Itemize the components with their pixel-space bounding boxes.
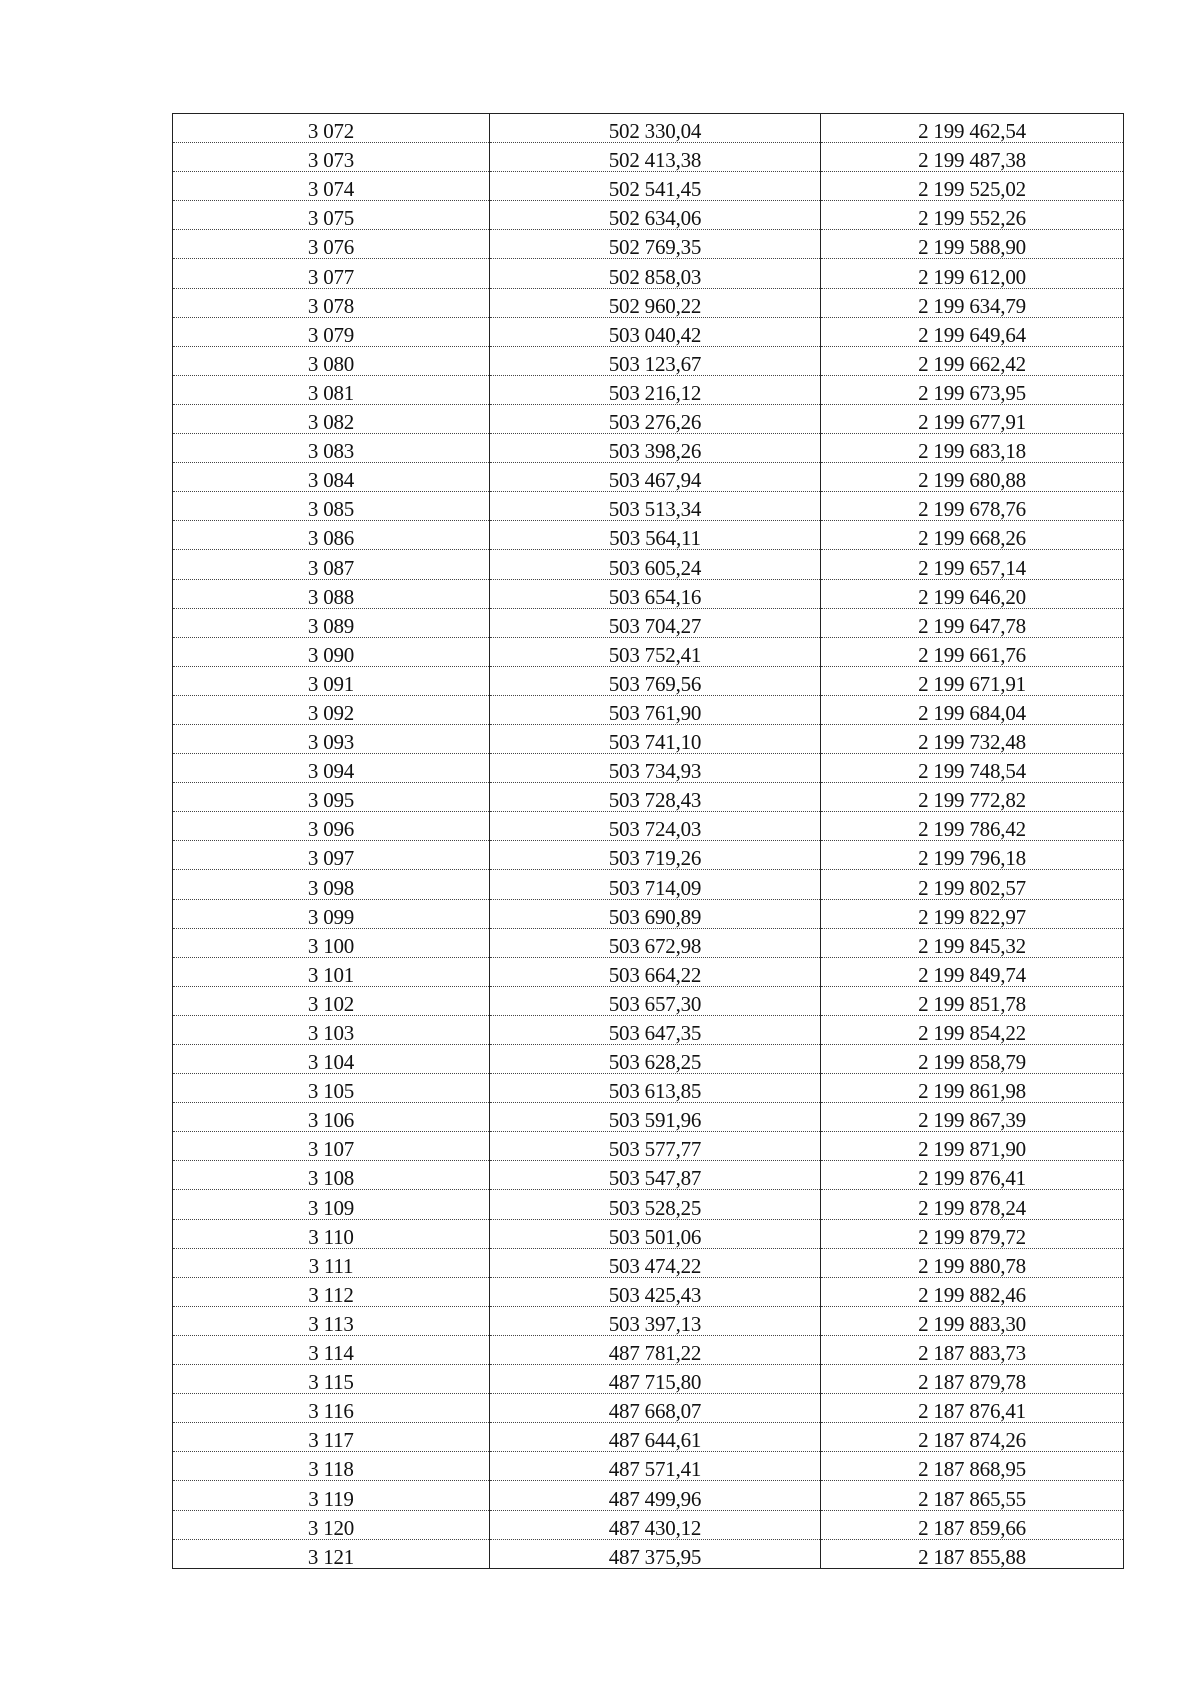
table-row: [173, 1132, 1124, 1161]
y-coordinate-cell: 2 199 684,04: [821, 695, 1124, 724]
y-coordinate-cell: 2 187 868,95: [821, 1452, 1124, 1481]
table-row: [173, 1452, 1124, 1481]
table-row: [173, 754, 1124, 783]
table-row: [173, 986, 1124, 1015]
x-coordinate-cell: 487 644,61: [490, 1423, 821, 1452]
point-number-cell: 3 096: [173, 812, 490, 841]
table-row: [173, 143, 1124, 172]
y-coordinate-cell: 2 199 673,95: [821, 375, 1124, 404]
point-number-cell: 3 083: [173, 434, 490, 463]
y-coordinate-cell: 2 199 647,78: [821, 608, 1124, 637]
y-coordinate-cell: 2 187 855,88: [821, 1539, 1124, 1568]
x-coordinate-cell: 503 605,24: [490, 550, 821, 579]
y-coordinate-cell: 2 199 588,90: [821, 230, 1124, 259]
table-row: [173, 1190, 1124, 1219]
y-coordinate-cell: 2 199 851,78: [821, 986, 1124, 1015]
x-coordinate-cell: 503 672,98: [490, 928, 821, 957]
table-row: [173, 1277, 1124, 1306]
y-coordinate-cell: 2 199 634,79: [821, 288, 1124, 317]
x-coordinate-cell: 503 591,96: [490, 1103, 821, 1132]
x-coordinate-cell: 503 513,34: [490, 492, 821, 521]
y-coordinate-cell: 2 199 487,38: [821, 143, 1124, 172]
x-coordinate-cell: 503 474,22: [490, 1248, 821, 1277]
table-row: [173, 899, 1124, 928]
x-coordinate-cell: 502 769,35: [490, 230, 821, 259]
point-number-cell: 3 094: [173, 754, 490, 783]
table-row: [173, 1161, 1124, 1190]
y-coordinate-cell: 2 199 677,91: [821, 404, 1124, 433]
x-coordinate-cell: 503 728,43: [490, 783, 821, 812]
table-row: [173, 492, 1124, 521]
y-coordinate-cell: 2 199 662,42: [821, 346, 1124, 375]
x-coordinate-cell: 503 577,77: [490, 1132, 821, 1161]
x-coordinate-cell: 503 752,41: [490, 637, 821, 666]
table-row: [173, 288, 1124, 317]
x-coordinate-cell: 503 216,12: [490, 375, 821, 404]
table-row: [173, 1248, 1124, 1277]
point-number-cell: 3 091: [173, 666, 490, 695]
table-row: [173, 434, 1124, 463]
x-coordinate-cell: 503 724,03: [490, 812, 821, 841]
x-coordinate-cell: 503 528,25: [490, 1190, 821, 1219]
table-row: [173, 608, 1124, 637]
x-coordinate-cell: 503 425,43: [490, 1277, 821, 1306]
x-coordinate-cell: 502 541,45: [490, 172, 821, 201]
x-coordinate-cell: 503 761,90: [490, 695, 821, 724]
table-row: [173, 637, 1124, 666]
table-row: [173, 1015, 1124, 1044]
table-row: [173, 783, 1124, 812]
point-number-cell: 3 076: [173, 230, 490, 259]
point-number-cell: 3 075: [173, 201, 490, 230]
point-number-cell: 3 072: [173, 114, 490, 143]
point-number-cell: 3 077: [173, 259, 490, 288]
x-coordinate-cell: 503 690,89: [490, 899, 821, 928]
point-number-cell: 3 121: [173, 1539, 490, 1568]
x-coordinate-cell: 487 571,41: [490, 1452, 821, 1481]
y-coordinate-cell: 2 199 822,97: [821, 899, 1124, 928]
point-number-cell: 3 100: [173, 928, 490, 957]
point-number-cell: 3 112: [173, 1277, 490, 1306]
table-row: [173, 375, 1124, 404]
y-coordinate-cell: 2 199 858,79: [821, 1045, 1124, 1074]
point-number-cell: 3 116: [173, 1394, 490, 1423]
y-coordinate-cell: 2 187 883,73: [821, 1335, 1124, 1364]
table-row: [173, 1365, 1124, 1394]
table-row: [173, 346, 1124, 375]
y-coordinate-cell: 2 199 871,90: [821, 1132, 1124, 1161]
table-row: [173, 172, 1124, 201]
x-coordinate-cell: 487 375,95: [490, 1539, 821, 1568]
x-coordinate-cell: 502 858,03: [490, 259, 821, 288]
point-number-cell: 3 079: [173, 317, 490, 346]
x-coordinate-cell: 503 714,09: [490, 870, 821, 899]
table-row: [173, 1539, 1124, 1568]
x-coordinate-cell: 503 628,25: [490, 1045, 821, 1074]
table-row: [173, 841, 1124, 870]
point-number-cell: 3 081: [173, 375, 490, 404]
x-coordinate-cell: 487 781,22: [490, 1335, 821, 1364]
y-coordinate-cell: 2 187 859,66: [821, 1510, 1124, 1539]
y-coordinate-cell: 2 187 876,41: [821, 1394, 1124, 1423]
table-row: [173, 579, 1124, 608]
y-coordinate-cell: 2 187 865,55: [821, 1481, 1124, 1510]
x-coordinate-cell: 487 715,80: [490, 1365, 821, 1394]
point-number-cell: 3 073: [173, 143, 490, 172]
y-coordinate-cell: 2 199 649,64: [821, 317, 1124, 346]
point-number-cell: 3 103: [173, 1015, 490, 1044]
point-number-cell: 3 118: [173, 1452, 490, 1481]
y-coordinate-cell: 2 199 668,26: [821, 521, 1124, 550]
y-coordinate-cell: 2 199 657,14: [821, 550, 1124, 579]
x-coordinate-cell: 503 769,56: [490, 666, 821, 695]
y-coordinate-cell: 2 199 854,22: [821, 1015, 1124, 1044]
table-row: [173, 1481, 1124, 1510]
point-number-cell: 3 113: [173, 1306, 490, 1335]
table-row: [173, 1074, 1124, 1103]
coordinates-table-body: [173, 114, 1124, 1569]
y-coordinate-cell: 2 199 661,76: [821, 637, 1124, 666]
point-number-cell: 3 088: [173, 579, 490, 608]
x-coordinate-cell: 503 547,87: [490, 1161, 821, 1190]
y-coordinate-cell: 2 199 786,42: [821, 812, 1124, 841]
x-coordinate-cell: 503 123,67: [490, 346, 821, 375]
table-row: [173, 928, 1124, 957]
x-coordinate-cell: 503 467,94: [490, 463, 821, 492]
table-row: [173, 114, 1124, 143]
y-coordinate-cell: 2 199 772,82: [821, 783, 1124, 812]
point-number-cell: 3 092: [173, 695, 490, 724]
x-coordinate-cell: 503 501,06: [490, 1219, 821, 1248]
y-coordinate-cell: 2 199 845,32: [821, 928, 1124, 957]
point-number-cell: 3 078: [173, 288, 490, 317]
point-number-cell: 3 085: [173, 492, 490, 521]
point-number-cell: 3 087: [173, 550, 490, 579]
table-row: [173, 1045, 1124, 1074]
point-number-cell: 3 105: [173, 1074, 490, 1103]
x-coordinate-cell: 503 741,10: [490, 724, 821, 753]
point-number-cell: 3 074: [173, 172, 490, 201]
table-row: [173, 1103, 1124, 1132]
point-number-cell: 3 108: [173, 1161, 490, 1190]
table-row: [173, 201, 1124, 230]
x-coordinate-cell: 503 398,26: [490, 434, 821, 463]
coordinates-table: [172, 113, 1124, 1569]
y-coordinate-cell: 2 199 796,18: [821, 841, 1124, 870]
y-coordinate-cell: 2 199 879,72: [821, 1219, 1124, 1248]
x-coordinate-cell: 503 664,22: [490, 957, 821, 986]
y-coordinate-cell: 2 199 462,54: [821, 114, 1124, 143]
y-coordinate-cell: 2 199 671,91: [821, 666, 1124, 695]
point-number-cell: 3 086: [173, 521, 490, 550]
y-coordinate-cell: 2 199 646,20: [821, 579, 1124, 608]
x-coordinate-cell: 503 040,42: [490, 317, 821, 346]
y-coordinate-cell: 2 199 802,57: [821, 870, 1124, 899]
y-coordinate-cell: 2 199 612,00: [821, 259, 1124, 288]
y-coordinate-cell: 2 199 748,54: [821, 754, 1124, 783]
table-row: [173, 1510, 1124, 1539]
point-number-cell: 3 109: [173, 1190, 490, 1219]
table-row: [173, 317, 1124, 346]
y-coordinate-cell: 2 199 880,78: [821, 1248, 1124, 1277]
point-number-cell: 3 111: [173, 1248, 490, 1277]
point-number-cell: 3 102: [173, 986, 490, 1015]
y-coordinate-cell: 2 199 861,98: [821, 1074, 1124, 1103]
x-coordinate-cell: 503 613,85: [490, 1074, 821, 1103]
y-coordinate-cell: 2 199 680,88: [821, 463, 1124, 492]
table-row: [173, 1335, 1124, 1364]
point-number-cell: 3 120: [173, 1510, 490, 1539]
table-row: [173, 404, 1124, 433]
x-coordinate-cell: 503 657,30: [490, 986, 821, 1015]
point-number-cell: 3 084: [173, 463, 490, 492]
point-number-cell: 3 082: [173, 404, 490, 433]
point-number-cell: 3 115: [173, 1365, 490, 1394]
y-coordinate-cell: 2 199 525,02: [821, 172, 1124, 201]
table-row: [173, 1219, 1124, 1248]
x-coordinate-cell: 503 734,93: [490, 754, 821, 783]
y-coordinate-cell: 2 199 732,48: [821, 724, 1124, 753]
y-coordinate-cell: 2 187 874,26: [821, 1423, 1124, 1452]
table-row: [173, 1306, 1124, 1335]
x-coordinate-cell: 502 960,22: [490, 288, 821, 317]
x-coordinate-cell: 503 276,26: [490, 404, 821, 433]
x-coordinate-cell: 502 413,38: [490, 143, 821, 172]
table-row: [173, 695, 1124, 724]
point-number-cell: 3 110: [173, 1219, 490, 1248]
point-number-cell: 3 089: [173, 608, 490, 637]
point-number-cell: 3 114: [173, 1335, 490, 1364]
x-coordinate-cell: 487 430,12: [490, 1510, 821, 1539]
point-number-cell: 3 104: [173, 1045, 490, 1074]
x-coordinate-cell: 487 499,96: [490, 1481, 821, 1510]
x-coordinate-cell: 503 397,13: [490, 1306, 821, 1335]
point-number-cell: 3 095: [173, 783, 490, 812]
point-number-cell: 3 099: [173, 899, 490, 928]
point-number-cell: 3 117: [173, 1423, 490, 1452]
table-row: [173, 550, 1124, 579]
point-number-cell: 3 097: [173, 841, 490, 870]
x-coordinate-cell: 503 647,35: [490, 1015, 821, 1044]
point-number-cell: 3 080: [173, 346, 490, 375]
y-coordinate-cell: 2 199 867,39: [821, 1103, 1124, 1132]
point-number-cell: 3 106: [173, 1103, 490, 1132]
point-number-cell: 3 090: [173, 637, 490, 666]
table-row: [173, 230, 1124, 259]
x-coordinate-cell: 502 330,04: [490, 114, 821, 143]
y-coordinate-cell: 2 199 683,18: [821, 434, 1124, 463]
y-coordinate-cell: 2 199 876,41: [821, 1161, 1124, 1190]
x-coordinate-cell: 502 634,06: [490, 201, 821, 230]
y-coordinate-cell: 2 199 883,30: [821, 1306, 1124, 1335]
x-coordinate-cell: 503 704,27: [490, 608, 821, 637]
table-row: [173, 521, 1124, 550]
y-coordinate-cell: 2 199 878,24: [821, 1190, 1124, 1219]
table-row: [173, 1423, 1124, 1452]
table-row: [173, 463, 1124, 492]
table-row: [173, 666, 1124, 695]
table-row: [173, 724, 1124, 753]
point-number-cell: 3 098: [173, 870, 490, 899]
point-number-cell: 3 101: [173, 957, 490, 986]
table-row: [173, 812, 1124, 841]
x-coordinate-cell: 503 654,16: [490, 579, 821, 608]
table-row: [173, 1394, 1124, 1423]
y-coordinate-cell: 2 187 879,78: [821, 1365, 1124, 1394]
x-coordinate-cell: 503 564,11: [490, 521, 821, 550]
table-row: [173, 957, 1124, 986]
point-number-cell: 3 107: [173, 1132, 490, 1161]
x-coordinate-cell: 487 668,07: [490, 1394, 821, 1423]
y-coordinate-cell: 2 199 552,26: [821, 201, 1124, 230]
table-row: [173, 259, 1124, 288]
y-coordinate-cell: 2 199 849,74: [821, 957, 1124, 986]
point-number-cell: 3 093: [173, 724, 490, 753]
y-coordinate-cell: 2 199 678,76: [821, 492, 1124, 521]
x-coordinate-cell: 503 719,26: [490, 841, 821, 870]
table-row: [173, 870, 1124, 899]
point-number-cell: 3 119: [173, 1481, 490, 1510]
y-coordinate-cell: 2 199 882,46: [821, 1277, 1124, 1306]
